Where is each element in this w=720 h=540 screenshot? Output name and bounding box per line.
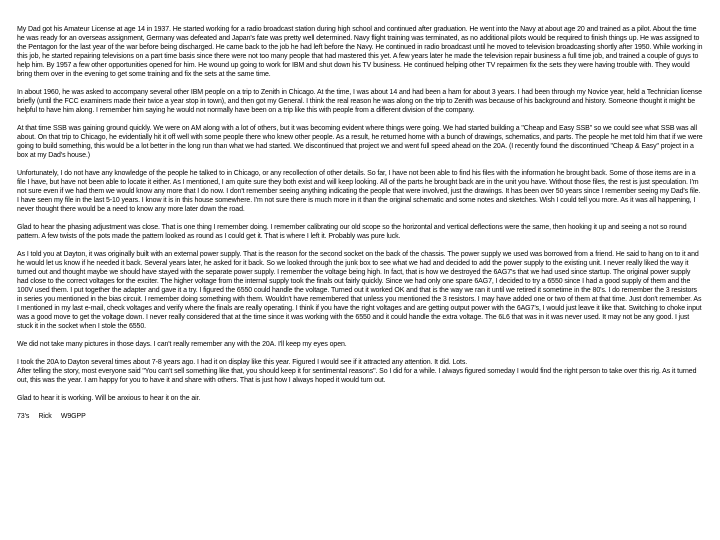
paragraph-ssb-project: At that time SSB was gaining ground quickly. We were on AM along with a lot of others, but it was becoming evident where things were going. We had started building a "Cheap and Easy SSB" so we could see what SSB was all about. On that trip to Chicago, he evidentially hit it off well with some people there who knew other people. As a result, he returned home with a bunch of drawings, schematics, and parts. The people he met told him that if we were going to build something, this would be a lot better in the long run than what we had started. We discontinued that project we and went full speed ahead on the 20A. (I recently found the discontinued "Cheap & Easy" project in a box at my Dad's house.) [17,125,703,159]
paragraph-dads-background: My Dad got his Amateur License at age 14 in 1937. He started working for a radio broadcast station during high school and continued after graduation. He went into the Navy at about age 20 and trained as a pilot. About the time he was ready for an overseas assignment, Germany was defeated and Japan's fate was pretty well determined. Navy flight training was terminated, as no additional pilots would be required to finish things up. He was assigned to the Pentagon for the last year of the war before being discharged. He came back to the job he had left before the Navy. He continued in radio broadcast until he moved to television broadcasting shortly after 1950. While working in this job, he started repairing televisions on a part time basis since there were not too many people that had mastered this yet. A few years later he made the television repair business a full time job, and trained a couple of guys to help him. By 1957 a few other opportunities opened for him. He wound up going to work for IBM and shut down his TV business. He continued helping other TV repairmen fix the sets they were having trouble with. They would bring them over in the evening to get some training and fix the sets at the same time. [17,26,703,78]
signature-line: 73's Rick W9GPP [17,413,86,420]
line-sentimental-reasons: After telling the story, most everyone said "You can't sell something like that, you should keep it for sentimental reasons". So I did for a while. I always figured someday I would find the right person to take over this rig. As it turned out, this was the year. I am happy for you to have it and share with others. That is just how I always hoped it would turn out. [17,368,697,384]
letter-document [17,25,703,430]
line-dayton-display: I took the 20A to Dayton several times about 7-8 years ago. I had it on display like this year. Figured I would see if it attracted any attention. It did. Lots. [17,359,468,366]
paragraph-power-supply: As I told you at Dayton, it was originally built with an external power supply. That is the reason for the second socket on the back of the chassis. The power supply we used was borrowed from a friend. He said to hang on to it and he would let us know if he needed it back. Several years later, he asked for it back. So we looked through the junk box to see what we had and decided to add the power supply to the existing unit. I never really liked the way it turned out and thought maybe we should have stayed with the separate power supply. I remember the voltage being high. In fact, that is how we destroyed the 6AG7's that we had used since startup. The original power supply had close to the correct voltages for the exciter. The higher voltage from the internal supply took the finals out fairly quickly. Since we had only one spare 6AG7, I decided to try a 6550 since I had a good supply of them and the 100V used them. I put together the adapter and gave it a try. I figured the 6550 could handle the voltage. Turned out it worked OK and that is the way we ran it until we retired it sometime in the 80's. I do remember the 3 resistors in series you mentioned in the bias circuit. I remember doing something with them. Wouldn't have remembered that unless you mentioned the 3 resistors. I may have added one or two of them at that time. Just don't remember. As I mentioned in my last e-mail, check voltages and verify where the finals are really operating. I think if you have the right voltages and are getting output power with the 6AG7's, I would just leave it like that. Switching to choke input was a good move to get the voltage down. I never really considered that at the time since it was working with the 6550 and it could handle the extra voltage. The 6L6 that was in it was never used. It may not be any good. I just stuck it in the socket when I stole the 6550. [17,251,702,330]
paragraph-missing-files: Unfortunately, I do not have any knowledge of the people he talked to in Chicago, or any recollection of other details. So far, I have not been able to find his files with the information he brought back. Some of those items are in a file I have, but have not been able to locate it either. As I mentioned, I am quite sure they both exist and will keep looking. All of the parts he brought back are in the unit you have. Without those files, the rest is just speculation. I'm not sure even if we had them we would know any more that I do now. I don't remember seeing anything indicating the people that were involved, just the drawings. It has been over 50 years since I remember seeing my Dad's file. I have seen my file in the last 5-10 years. I know it is in this house somewhere. I'm not sure there is much more in it than the original schematic and some notes and sketches. Wish I could tell you more. As it was all happening, I never thought there would be a need to know any more later down the road. [17,170,701,213]
closing-line: Glad to hear it is working. Will be anxious to hear it on the air. [17,395,201,402]
paragraph-zenith-trip: In about 1960, he was asked to accompany several other IBM people on a trip to Zenith in Chicago. At the time, I was about 14 and had been a ham for about 3 years. I had been through my Novice year, held a Technician license briefly (until the FCC examiners made their twice a year stop in town), and then got my General. I think the real reason he was along on the trip to Zenith was because of his background and history. Someone thought it might be helpful to have him along. I remember him saying he would not normally have been on a trip like this with people from a different division of the company. [17,89,702,114]
paragraph-pictures: We did not take many pictures in those days. I can't really remember any with the 20A. I'll keep my eyes open. [17,341,347,348]
paragraph-phasing-adjustment: Glad to hear the phasing adjustment was close. That is one thing I remember doing. I remember calibrating our old scope so the horizontal and vertical deflections were the same, then hooking it up and seeing a not so round pattern. A few twists of the pots made the pattern looked as round as I could get it. That is where I left it. Probably was pure luck. [17,224,687,240]
